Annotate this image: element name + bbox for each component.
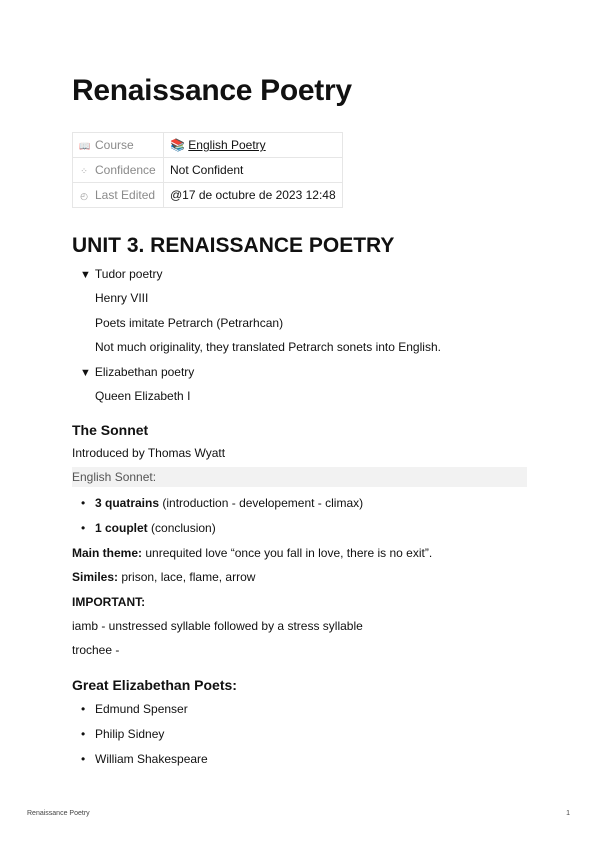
list-item: Poets imitate Petrarch (Petrarhcan) xyxy=(95,316,284,330)
bullet-bold: 1 couplet xyxy=(95,521,148,535)
property-row-last-edited xyxy=(73,183,343,208)
toggle-label: Elizabethan poetry xyxy=(94,365,195,379)
bullet-text: William Shakespeare xyxy=(95,752,208,766)
code-block xyxy=(72,467,527,487)
bullet-icon: • xyxy=(81,521,86,535)
books-icon: 📚 xyxy=(170,138,185,152)
course-link[interactable]: English Poetry xyxy=(188,138,266,152)
bullet-bold: 3 quatrains xyxy=(95,496,160,510)
section-heading-sonnet: The Sonnet xyxy=(72,422,149,438)
property-name xyxy=(73,158,164,183)
property-label: Confidence xyxy=(95,163,156,177)
page-title: Renaissance Poetry xyxy=(72,74,352,107)
property-value: @17 de octubre de 2023 12:48 xyxy=(164,183,343,208)
toggle-arrow-icon[interactable]: ▼ xyxy=(80,269,91,281)
bullet-text: Philip Sidney xyxy=(95,727,165,741)
list-item: Not much originality, they translated Petrarch sonets into English. xyxy=(95,340,441,354)
list-item xyxy=(81,520,216,536)
paragraph: trochee - xyxy=(72,643,120,657)
toggle-tudor-poetry[interactable] xyxy=(80,266,162,283)
bullet-text: (introduction - developement - climax) xyxy=(159,496,364,510)
bullet-icon: • xyxy=(81,496,86,510)
paragraph-text: unrequited love “once you fall in love, there is no exit”. xyxy=(142,546,433,560)
book-icon: 📖 xyxy=(79,141,91,151)
toggle-arrow-icon[interactable]: ▼ xyxy=(80,367,91,379)
properties-table xyxy=(72,132,343,208)
paragraph-important xyxy=(72,594,145,610)
property-value[interactable]: Not Confident xyxy=(164,158,343,183)
paragraph-text: prison, lace, flame, arrow xyxy=(118,570,256,584)
toggle-label: Tudor poetry xyxy=(94,267,163,281)
property-label: Last Edited xyxy=(95,188,156,202)
paragraph-similes xyxy=(72,569,255,585)
page-number: 1 xyxy=(566,810,570,817)
bullet-icon: • xyxy=(81,727,86,741)
paragraph-main-theme xyxy=(72,545,432,561)
loading-icon: ⁘ xyxy=(80,166,88,176)
footer-title: Renaissance Poetry xyxy=(27,810,90,817)
list-item xyxy=(81,495,364,511)
list-item: Queen Elizabeth I xyxy=(95,389,191,403)
list-item xyxy=(81,751,208,767)
property-row-confidence xyxy=(73,158,343,183)
unit-heading: UNIT 3. RENAISSANCE POETRY xyxy=(72,234,395,257)
property-value xyxy=(164,133,343,158)
property-label: Course xyxy=(95,138,134,152)
property-row-course xyxy=(73,133,343,158)
label-bold: Similes: xyxy=(72,570,119,584)
property-name xyxy=(73,183,164,208)
list-item xyxy=(81,726,165,742)
bullet-icon: • xyxy=(81,702,86,716)
paragraph: Introduced by Thomas Wyatt xyxy=(72,446,226,460)
bullet-text: Edmund Spenser xyxy=(95,702,188,716)
bullet-text: (conclusion) xyxy=(147,521,216,535)
property-name xyxy=(73,133,164,158)
section-heading-poets: Great Elizabethan Poets: xyxy=(72,677,237,693)
bullet-icon: • xyxy=(81,752,86,766)
list-item xyxy=(81,701,188,717)
clock-icon: ◴ xyxy=(80,191,88,201)
label-bold: Main theme: xyxy=(72,546,143,560)
toggle-elizabethan-poetry[interactable] xyxy=(80,364,194,381)
list-item: Henry VIII xyxy=(95,291,149,305)
code-text: English Sonnet: xyxy=(72,470,157,484)
label-bold: IMPORTANT: xyxy=(72,595,146,609)
paragraph: iamb - unstressed syllable followed by a stress syllable xyxy=(72,619,363,633)
